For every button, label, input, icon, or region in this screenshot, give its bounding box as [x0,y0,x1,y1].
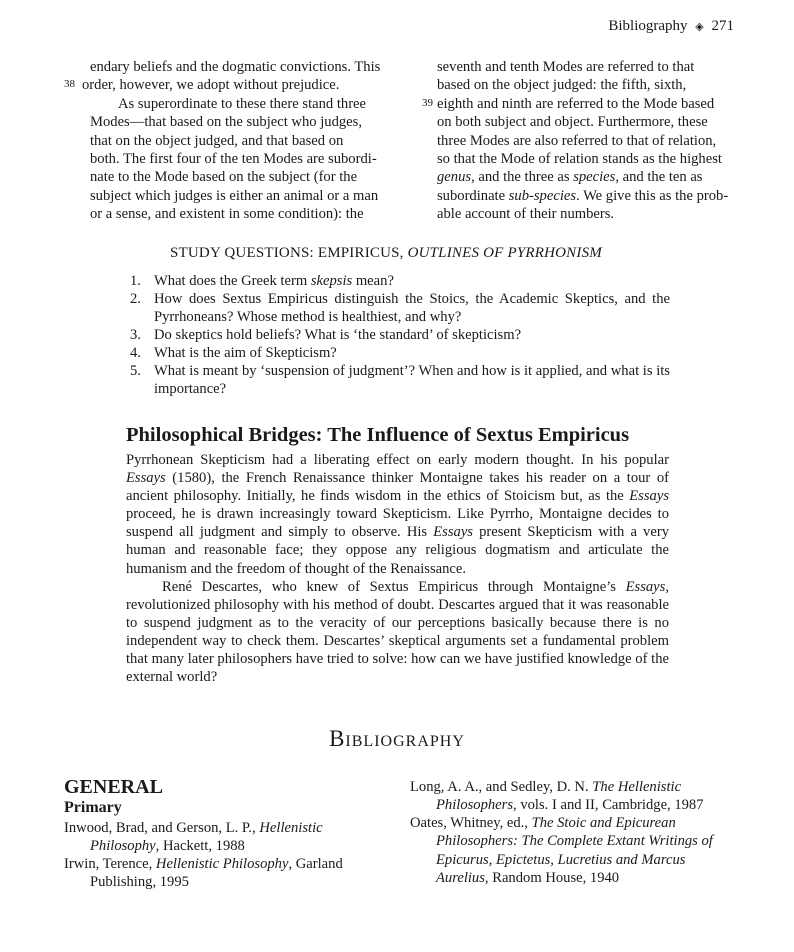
bibliography-entry [410,778,704,815]
text-line: Modes—that based on the subject who judges, [90,114,362,131]
text-fragment: , and the ten as [615,169,703,186]
running-head [608,18,734,35]
italic-term: genus [437,169,472,186]
text-line: nate to the Mode based on the subject (for the [90,169,358,186]
text-fragment: , vols. I and II, Cambridge, 1987 [513,797,704,814]
text-line: based on the object judged: the fifth, sixth, [437,77,687,94]
book-title: Hellenistic Philosophy [155,856,289,872]
text-line: three Modes are also referred to that of relation, [437,132,717,149]
question-text: What does the Greek term [154,273,311,289]
bibliography-title: Bibliography [329,726,465,751]
text-fragment: René Descartes, who knew of Sextus Empiricus through Montaigne’s [162,578,626,595]
bridges-title: Philosophical Bridges: The Influence of Sextus Empiricus [126,424,630,446]
text-line: that on the object judged, and that based on [90,132,344,149]
text-fragment: , revolutionized philosophy with his method of doubt. Descartes argued that it was reasonable to suspend judgment as to the veracity of our perceptions basically because there is no independent way to check them. Descartes’ skeptical arguments set a fundamental problem that many later philosophers have tried to solve: how can we have justified knowledge of the external world? [126,578,669,686]
question-text: What is meant by ‘suspension of judgment’? When and how is it applied, and what is its importance? [154,363,670,397]
book-title: Aurelius [436,870,485,887]
question-number: 1. [130,273,141,289]
left-column [64,58,386,224]
study-question [130,326,670,344]
text-line: subject which judges is either an animal or a man [90,187,379,204]
line-marker: 39 [422,97,433,109]
italic-term: sub-species [508,187,577,204]
bridges-paragraph [126,578,669,687]
text-fragment: Oates, Whitney, ed., [410,815,532,831]
text-line: so that the Mode of relation stands as the highest [437,151,722,168]
book-title: Philosophers: The Complete Extant Writings of [436,833,713,850]
text-fragment: , Garland [288,856,343,872]
ornament-icon: ◈ [695,21,704,33]
question-number: 3. [130,327,141,343]
book-title: Epicurus, Epictetus, Lucretius and Marcus [436,851,686,868]
bridges-body [126,451,669,686]
text-line: eighth and ninth are referred to the Mode based [437,95,715,112]
bibliography-entry [64,855,343,892]
study-question [130,362,670,398]
line-marker: 38 [64,78,75,90]
page-number: 271 [711,18,734,34]
study-question [130,272,670,290]
text-line: seventh and tenth Modes are referred to that [437,59,695,75]
question-text: How does Sextus Empiricus distinguish the Stoics, the Academic Skeptics, and the Pyrrhoneans? Whose method is healthiest, and why? [154,291,670,325]
study-questions-title-italic: OUTLINES OF PYRRHONISM [407,245,602,261]
book-title: Philosophy [90,838,156,855]
text-line: As superordinate to these there stand three [118,95,367,112]
text-line: order, however, we adopt without prejudice. [82,77,340,94]
primary-subheading: Primary [64,799,122,816]
book-title: Essays [433,524,473,541]
text-fragment: Inwood, Brad, and Gerson, L. P., [64,820,260,836]
question-number: 2. [130,291,141,307]
text-fragment: proceed, he is drawn increasingly toward Skepticism. Like Pyrrho, Montaigne decides to suspend all judgment and simply to observe. His [126,506,669,541]
bridges-paragraph [126,451,669,578]
question-text: mean? [352,273,394,289]
study-questions-title-plain: STUDY QUESTIONS: EMPIRICUS, [170,245,408,261]
text-line [420,168,732,186]
question-term: skepsis [310,273,353,289]
text-fragment: subordinate [437,187,509,204]
study-question [130,290,670,326]
study-question [130,344,670,362]
right-column [420,58,732,224]
text-fragment: Pyrrhonean Skepticism had a liberating effect on early modern thought. In his popular [126,452,669,468]
book-title: The Stoic and Epicurean [531,815,676,831]
text-fragment: , Random House, 1940 [484,870,620,887]
study-questions-list [130,272,670,398]
text-line: or a sense, and existent in some condition): the [90,206,364,223]
text-fragment: , Hackett, 1988 [155,838,245,855]
text-line: able account of their numbers. [437,206,615,223]
text-fragment: . We give this as the prob- [576,187,729,204]
book-title: Essays [629,488,669,505]
text-fragment: Publishing, 1995 [90,874,189,891]
text-line: endary beliefs and the dogmatic convictions. This [90,59,381,75]
book-title: Essays [625,578,666,595]
general-heading: GENERAL [64,776,163,798]
text-line: on both subject and object. Furthermore, these [437,114,708,131]
question-number: 4. [130,345,141,361]
running-head-title: Bibliography [608,18,688,34]
bibliography-entry [410,814,713,888]
book-title: Essays [126,470,166,487]
text-line [420,187,732,205]
study-questions-title [170,245,602,262]
text-fragment: present Skepticism with a very human and reasonable face; they oppose any religious dogmatism and articulate the humanism and the freedom of thought of the Renaissance. [126,524,669,577]
book-title: Hellenistic [259,820,323,836]
question-text: Do skeptics hold beliefs? What is ‘the standard’ of skepticism? [154,327,522,343]
book-title: The Hellenistic [592,779,682,795]
text-fragment: Long, A. A., and Sedley, D. N. [410,779,593,795]
italic-term: species [573,169,616,186]
question-number: 5. [130,363,141,379]
book-title: Philosophers [436,797,514,814]
text-fragment: , and the three as [471,169,574,186]
text-line: both. The first four of the ten Modes are subordi- [90,151,377,168]
bibliography-entry [64,819,323,856]
text-fragment: (1580), the French Renaissance thinker Montaigne takes his reader on a tour of ancient philosophy. Initially, he finds wisdom in the ethics of Stoicism but, as the [126,470,669,505]
text-fragment: Irwin, Terence, [64,856,156,872]
question-text: What is the aim of Skepticism? [154,345,337,361]
